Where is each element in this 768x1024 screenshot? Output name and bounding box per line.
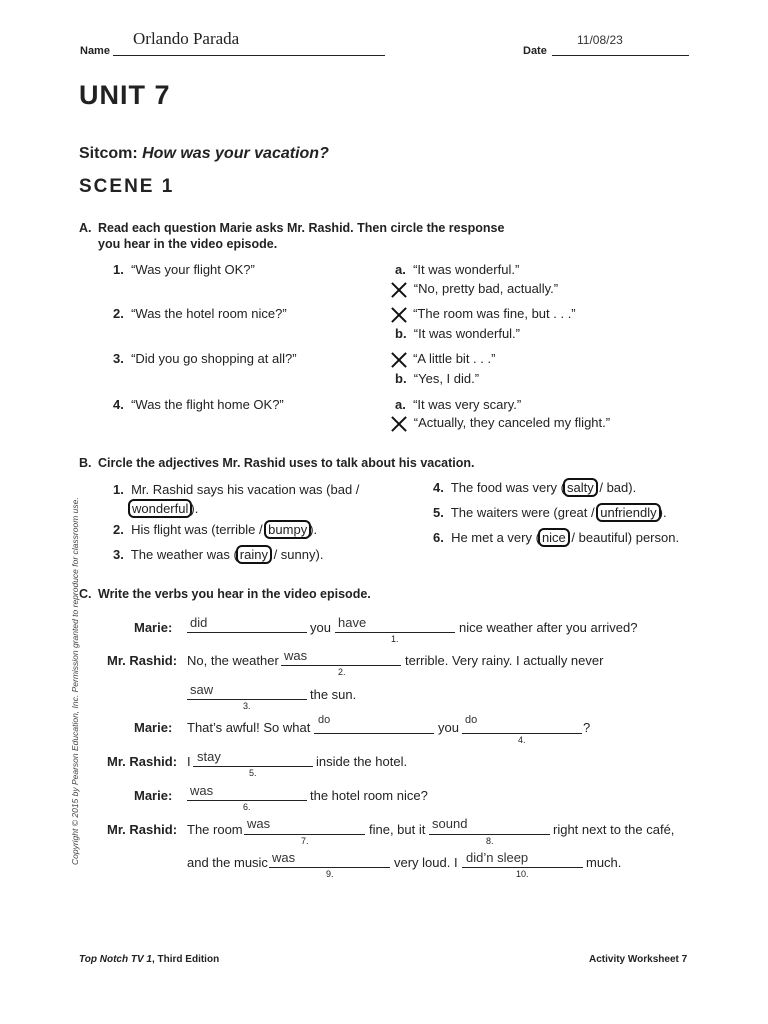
b-item-4-post: / bad). xyxy=(595,480,637,495)
a-item-2-num: 2. xyxy=(113,306,124,321)
c-row8-start: and the music xyxy=(187,855,268,870)
a-item-4-question: “Was the flight home OK?” xyxy=(131,397,284,412)
a-item-1-question: “Was your flight OK?” xyxy=(131,262,255,277)
c-row7-start: The room xyxy=(187,822,243,837)
a-item-1-opt-b xyxy=(395,281,558,296)
b-item-2 xyxy=(113,522,317,537)
unit-title: UNIT 7 xyxy=(79,80,171,110)
a-item-1-num: 1. xyxy=(113,262,124,277)
a-item-4-opt-a-text: “It was very scary.” xyxy=(413,397,522,412)
a-item-3 xyxy=(113,351,297,366)
b-item-2-pre: His flight was (terrible / xyxy=(131,522,267,537)
b-item-3-num: 3. xyxy=(113,547,124,562)
x-mark-icon xyxy=(391,282,407,298)
speaker-rashid: Mr. Rashid: xyxy=(107,822,178,837)
a-item-3-num: 3. xyxy=(113,351,124,366)
x-mark-icon xyxy=(391,307,407,323)
blank-8 xyxy=(429,834,550,835)
c-row7-mid: fine, but it xyxy=(369,822,426,837)
footer-left xyxy=(79,954,219,965)
scene-heading: SCENE 1 xyxy=(79,176,175,197)
b-item-6-num: 6. xyxy=(433,530,444,545)
answer-5: stay xyxy=(197,749,221,764)
b-item-1-pre: Mr. Rashid says his vacation was (bad / xyxy=(131,482,360,497)
b-item-3 xyxy=(113,547,323,562)
section-c-letter: C. xyxy=(79,587,92,601)
section-c-instruction: Write the verbs you hear in the video episode. xyxy=(98,587,371,601)
b-item-5-post: ). xyxy=(658,505,667,520)
a-item-4-num: 4. xyxy=(113,397,124,412)
speaker-marie: Marie: xyxy=(134,788,173,803)
name-line xyxy=(113,55,385,56)
b-item-6-circled: nice xyxy=(538,528,570,547)
b-item-3-post: / sunny). xyxy=(269,547,324,562)
date-label: Date xyxy=(523,45,547,57)
blank-5-number: 5. xyxy=(249,768,257,778)
answer-9: was xyxy=(272,850,296,865)
blank-6-number: 6. xyxy=(243,802,251,812)
blank-7 xyxy=(244,834,365,835)
b-item-3-pre: The weather was ( xyxy=(130,547,238,562)
section-b-letter: B. xyxy=(79,456,92,470)
answer-10: did’n sleep xyxy=(466,850,529,865)
c-row3-end: the sun. xyxy=(310,687,357,702)
b-item-5-num: 5. xyxy=(433,505,444,520)
copyright-notice: Copyright © 2015 by Pearson Education, Inc. Permission granted to reproduce for classroom use. xyxy=(70,497,80,865)
blank-5 xyxy=(193,766,313,767)
c-row4-you: you xyxy=(438,720,459,735)
c-row5-start: I xyxy=(187,754,191,769)
b-item-6-post: / beautiful) person. xyxy=(567,530,680,545)
a-item-3-question: “Did you go shopping at all?” xyxy=(131,351,297,366)
c-row6-end: the hotel room nice? xyxy=(310,788,428,803)
b-item-3-circled: rainy xyxy=(236,545,272,564)
a-item-2-opt-b-text: “It was wonderful.” xyxy=(413,326,520,341)
b-item-5-circled: unfriendly xyxy=(596,503,660,522)
blank-7-number: 7. xyxy=(301,836,309,846)
section-a-instruction-2: you hear in the video episode. xyxy=(98,237,278,251)
a-item-2-opt-b-label: b. xyxy=(395,326,407,341)
a-item-1-opt-b-text: “No, pretty bad, actually.” xyxy=(413,281,559,296)
blank-3-number: 3. xyxy=(243,701,251,711)
section-a-letter: A. xyxy=(79,221,92,235)
blank-1 xyxy=(335,632,455,633)
x-mark-icon xyxy=(391,352,407,368)
x-mark-icon xyxy=(391,416,407,432)
blank-1-number: 1. xyxy=(391,634,399,644)
blank-6 xyxy=(187,800,307,801)
blank-2 xyxy=(281,665,401,666)
b-item-4 xyxy=(433,480,636,495)
c-row1-you: you xyxy=(310,620,331,635)
section-a-instruction-1: Read each question Marie asks Mr. Rashid. Then circle the response xyxy=(98,221,505,235)
section-b-instruction: Circle the adjectives Mr. Rashid uses to talk about his vacation. xyxy=(98,456,475,470)
student-name: Orlando Parada xyxy=(133,29,240,48)
c-row4-end: ? xyxy=(583,720,591,735)
b-item-1-post: ). xyxy=(190,501,199,516)
answer-4-do: do xyxy=(318,714,331,726)
a-item-2-opt-b xyxy=(395,326,520,341)
footer-book-title: Top Notch TV 1 xyxy=(79,954,152,965)
sitcom-title: How was your vacation? xyxy=(142,145,329,162)
b-item-2-circled: bumpy xyxy=(264,520,311,539)
sitcom-heading xyxy=(79,145,329,163)
speaker-marie: Marie: xyxy=(134,620,173,635)
b-item-6 xyxy=(433,530,679,545)
b-item-4-pre: The food was very ( xyxy=(450,480,565,495)
blank-9-number: 9. xyxy=(326,869,334,879)
c-row8-end: much. xyxy=(586,855,622,870)
c-row5-end: inside the hotel. xyxy=(316,754,408,769)
footer-edition: , Third Edition xyxy=(151,954,220,965)
c-row8-mid: very loud. I xyxy=(394,855,458,870)
b-item-6-pre: He met a very ( xyxy=(451,530,540,545)
b-item-1-circled: wonderful xyxy=(128,499,192,518)
b-item-5-pre: The waiters were (great / xyxy=(450,505,599,520)
a-item-3-opt-b-text: “Yes, I did.” xyxy=(413,371,480,386)
c-row2-end: terrible. Very rainy. I actually never xyxy=(405,653,604,668)
sitcom-prefix: Sitcom: xyxy=(79,145,138,162)
b-item-2-post: ). xyxy=(309,522,318,537)
speaker-marie: Marie: xyxy=(134,720,173,735)
blank-10 xyxy=(462,867,583,868)
name-label: Name xyxy=(80,45,110,57)
answer-8: sound xyxy=(432,816,468,831)
blank-4-number: 4. xyxy=(518,735,526,745)
a-item-3-opt-b xyxy=(395,371,479,386)
a-item-1-opt-a-label: a. xyxy=(395,262,406,277)
speaker-rashid: Mr. Rashid: xyxy=(107,754,178,769)
c-row7-end: right next to the café, xyxy=(553,822,675,837)
answer-3: saw xyxy=(190,682,214,697)
b-item-1 xyxy=(113,480,373,518)
answer-6: was xyxy=(190,783,214,798)
answer-7: was xyxy=(247,816,271,831)
a-item-4-opt-b-text: “Actually, they canceled my flight.” xyxy=(413,415,611,430)
speaker-rashid: Mr. Rashid: xyxy=(107,653,178,668)
blank-10-number: 10. xyxy=(516,869,529,879)
a-item-4-opt-b xyxy=(395,415,610,430)
a-item-3-opt-a xyxy=(395,351,495,366)
a-item-4 xyxy=(113,397,284,412)
footer-right: Activity Worksheet 7 xyxy=(589,954,688,965)
a-item-3-opt-a-text: “A little bit . . .” xyxy=(413,351,496,366)
a-item-2-opt-a-text: “The room was fine, but . . .” xyxy=(413,306,576,321)
a-item-3-opt-b-label: b. xyxy=(395,371,407,386)
a-item-4-opt-a xyxy=(395,397,521,412)
blank-4a xyxy=(314,733,434,734)
blank-0 xyxy=(187,632,307,633)
answer-2: was xyxy=(284,648,308,663)
blank-4 xyxy=(462,733,582,734)
a-item-1-opt-a xyxy=(395,262,519,277)
a-item-1-opt-a-text: “It was wonderful.” xyxy=(413,262,520,277)
b-item-4-circled: salty xyxy=(563,478,598,497)
b-item-4-num: 4. xyxy=(433,480,444,495)
answer-0: did xyxy=(190,615,208,630)
answer-1: have xyxy=(338,615,367,630)
answer-4: do xyxy=(465,714,478,726)
b-item-5 xyxy=(433,505,667,520)
a-item-1 xyxy=(113,262,255,277)
a-item-2 xyxy=(113,306,287,321)
a-item-2-opt-a xyxy=(395,306,576,321)
date-value: 11/08/23 xyxy=(577,33,623,47)
a-item-2-question: “Was the hotel room nice?” xyxy=(131,306,287,321)
c-row2-start: No, the weather xyxy=(187,653,279,668)
date-line xyxy=(552,55,689,56)
c-row4-start: That’s awful! So what xyxy=(187,720,311,735)
a-item-4-opt-a-label: a. xyxy=(395,397,406,412)
blank-8-number: 8. xyxy=(486,836,494,846)
blank-3 xyxy=(187,699,307,700)
b-item-2-num: 2. xyxy=(113,522,124,537)
blank-2-number: 2. xyxy=(338,667,346,677)
b-item-1-num: 1. xyxy=(113,482,124,497)
blank-9 xyxy=(269,867,390,868)
c-row1-end: nice weather after you arrived? xyxy=(459,620,638,635)
